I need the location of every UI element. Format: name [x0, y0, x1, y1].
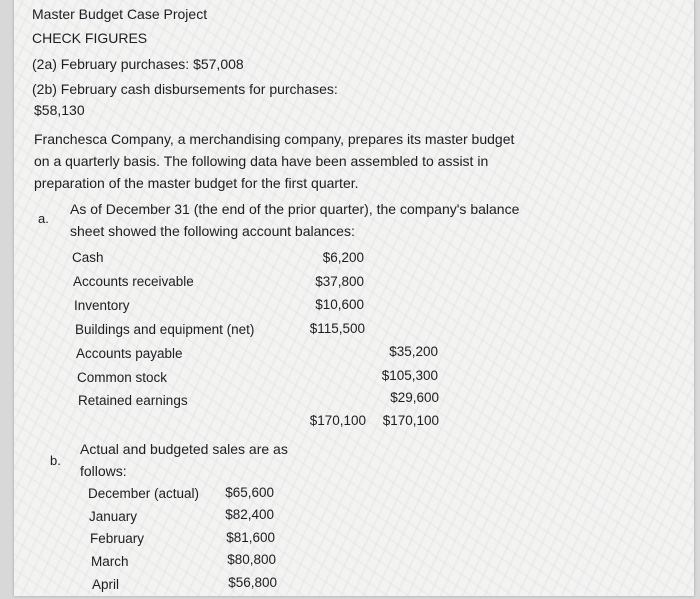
part-b-text-line2: follows:	[80, 463, 127, 479]
sales-amount-february: $81,600	[226, 530, 275, 545]
sales-month-december: December (actual)	[88, 486, 200, 501]
balance-label-cash: Cash	[72, 250, 104, 265]
check-figure-2b-label: (2b) February cash disbursements for purchases:	[32, 81, 338, 97]
balance-total-credit: $170,100	[382, 413, 439, 428]
check-figure-2a: (2a) February purchases: $57,008	[32, 56, 244, 72]
balance-label-accounts-receivable: Accounts receivable	[73, 274, 194, 289]
balance-credit-common-stock: $105,300	[381, 368, 438, 383]
balance-total-debit: $170,100	[309, 413, 366, 428]
part-a-text-line1: As of December 31 (the end of the prior quarter), the company's balance	[70, 201, 520, 217]
sales-month-february: February	[90, 531, 145, 546]
sales-amount-april: $56,800	[228, 575, 277, 590]
check-figure-2b-value: $58,130	[34, 102, 85, 118]
balance-debit-buildings-equipment: $115,500	[309, 321, 365, 336]
sales-amount-march: $80,800	[227, 552, 276, 567]
document-page	[14, 0, 694, 596]
balance-credit-accounts-payable: $35,200	[389, 344, 438, 359]
balance-debit-accounts-receivable: $37,800	[315, 274, 364, 289]
part-a-marker: a.	[38, 211, 49, 226]
document-title: Master Budget Case Project	[32, 6, 208, 22]
part-b-text-line1: Actual and budgeted sales are as	[80, 441, 288, 457]
balance-label-accounts-payable: Accounts payable	[76, 346, 183, 361]
balance-debit-cash: $6,200	[322, 250, 364, 265]
balance-label-retained-earnings: Retained earnings	[78, 393, 188, 408]
balance-credit-retained-earnings: $29,600	[390, 390, 439, 405]
balance-debit-inventory: $10,600	[315, 297, 364, 312]
balance-label-common-stock: Common stock	[77, 370, 168, 385]
intro-paragraph: Franchesca Company, a merchandising company, prepares its master budget on a quarterly basis. The following data have been assembled to assist in preparation of the master budget for the first quarter.	[34, 131, 515, 191]
part-a-text-line2: sheet showed the following account balances:	[70, 223, 355, 239]
sales-month-april: April	[92, 577, 120, 592]
sales-amount-january: $82,400	[225, 507, 274, 522]
sales-month-march: March	[91, 554, 129, 569]
part-b-marker: b.	[50, 453, 61, 468]
check-figures-heading: CHECK FIGURES	[32, 30, 148, 46]
sales-month-january: January	[89, 509, 138, 524]
balance-label-buildings-equipment: Buildings and equipment (net)	[75, 322, 255, 337]
balance-label-inventory: Inventory	[74, 298, 130, 313]
sales-amount-december: $65,600	[225, 485, 274, 500]
